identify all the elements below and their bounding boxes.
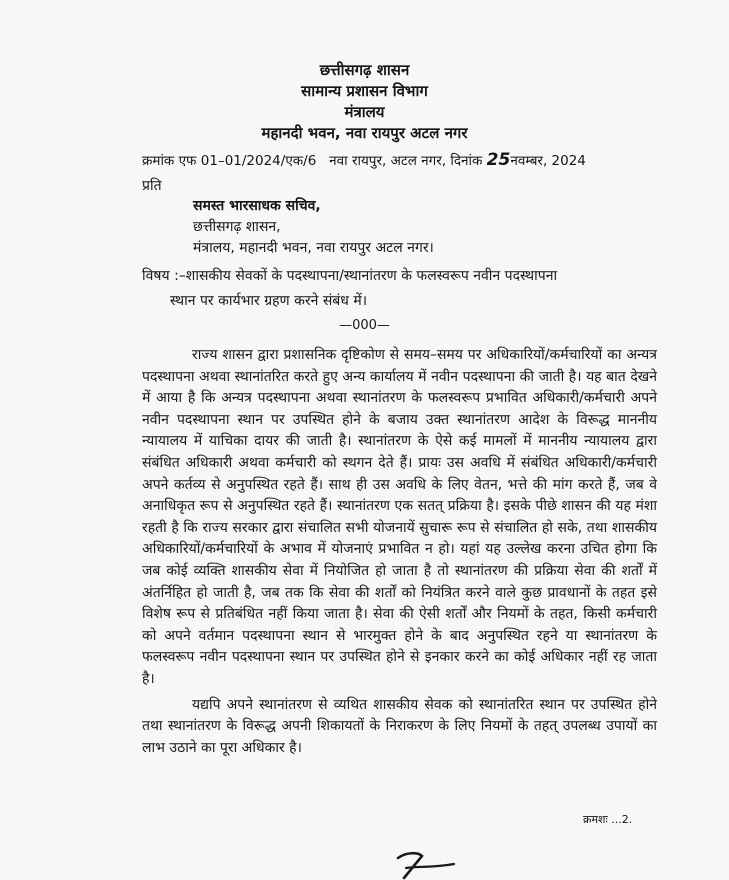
body-paragraph-1: राज्य शासन द्वारा प्रशासनिक दृष्टिकोण से समय–समय पर अधिकारियों/कर्मचारियों का अन्यत्र पदस्थापना अथवा स्थानांतरित करते हुए अन्य कार्यालय में नवीन पदस्थापना की जाती है। यह बात देखने में आया है कि अन्यत्र पदस्थापना अथवा स्थानांतरण के फलस्वरूप प्रभावित अधिकारी/कर्मचारी अपने नवीन पदस्थापना स्थान पर उपस्थित होने के बजाय उक्त स्थानांतरण आदेश के विरूद्ध माननीय न्यायालय में याचिका दायर की जाती है। स्थानांतरण के ऐसे कई मामलों में माननीय न्यायालय द्वारा संबंधित अधिकारी अथवा कर्मचारी को स्थगन देते हैं। प्रायः उस अवधि में संबंधित अधिकारी/कर्मचारी अपने कर्तव्य से अनुपस्थित रहते हैं। साथ ही उस अवधि के लिए वेतन, भत्ते की मांग करते हैं, जब वे अनाधिकृत रूप से अनुपस्थित रहते हैं। स्थानांतरण एक सतत् प्रक्रिया है। इसके पीछे शासन की यह मंशा रहती है कि राज्य सरकार द्वारा संचालित सभी योजनायें सुचारू रूप से संचालित हो सके, तथा शासकीय अधिकारियों/कर्मचारियों के अभाव में योजनाएं प्रभावित न हो। यहां यह उल्लेख करना उचित होगा कि जब कोई व्यक्ति शासकीय सेवा में नियोजित हो जाता है तो स्थानांतरण की प्रक्रिया सेवा की शर्तों में अंतर्निहित हो जाती है, जब तक कि सेवा की शर्तों को नियंत्रित करने वाले कुछ प्रावधानों के तहत इसे विशेष रूप से प्रतिबंधित नहीं किया जाता है। सेवा की ऐसी शर्तों और नियमों के तहत, किसी कर्मचारी को अपने वर्तमान पदस्थापना स्थान से भारमुक्त होने के बाद अनुपस्थित रहने या स्थानांतरण के फलस्वरूप नवीन पदस्थापना स्थान पर उपस्थित होने से इनकार करने का कोई अधिकार नहीं रह जाता है। (142, 347, 657, 687)
subject-block (142, 264, 654, 314)
subject-line1: शासकीय सेवकों के पदस्थापना/स्थानांतरण के फलस्वरूप नवीन पदस्थापना (185, 268, 558, 284)
place-date-prefix: नवा रायपुर, अटल नगर, दिनांक (329, 153, 483, 169)
addressee-title: समस्त भारसाधक सचिव, (193, 198, 321, 214)
header-ministry: मंत्रालय (344, 103, 385, 121)
month-year: नवम्बर, 2024 (510, 153, 586, 169)
addressee-line3: मंत्रालय, महानदी भवन, नवा रायपुर अटल नगर। (193, 240, 434, 256)
reference-line (142, 150, 642, 170)
addressee-line2: छत्तीसगढ़ शासन, (193, 219, 281, 235)
reference-number: क्रमांक एफ 01–01/2024/एक/6 (142, 153, 317, 169)
continued-marker: क्रमशः ...2. (583, 813, 633, 826)
header-state: छत्तीसगढ़ शासन (319, 61, 410, 79)
subject-label: विषय :– (142, 268, 186, 284)
letterhead (0, 60, 729, 144)
letter-body (142, 345, 657, 759)
header-department: सामान्य प्रशासन विभाग (301, 82, 428, 100)
header-address: महानदी भवन, नवा रायपुर अटल नगर (261, 124, 468, 142)
subject-line2: स्थान पर कार्यभार ग्रहण करने संबंध में। (170, 293, 368, 309)
addressee-block (193, 196, 434, 259)
separator: —000— (339, 318, 390, 333)
handwritten-day: 25 (486, 150, 511, 170)
body-paragraph-2: यद्यपि अपने स्थानांतरण से व्यथित शासकीय सेवक को स्थानांतरित स्थान पर उपस्थित होने तथा स्थानांतरण के विरूद्ध अपनी शिकायतों के निराकरण के लिए नियमों के तहत् उपलब्ध उपायों का लाभ उठाने का पूरा अधिकार है। (142, 696, 657, 756)
signature-mark (392, 846, 462, 880)
prati-label: प्रति (142, 178, 162, 194)
